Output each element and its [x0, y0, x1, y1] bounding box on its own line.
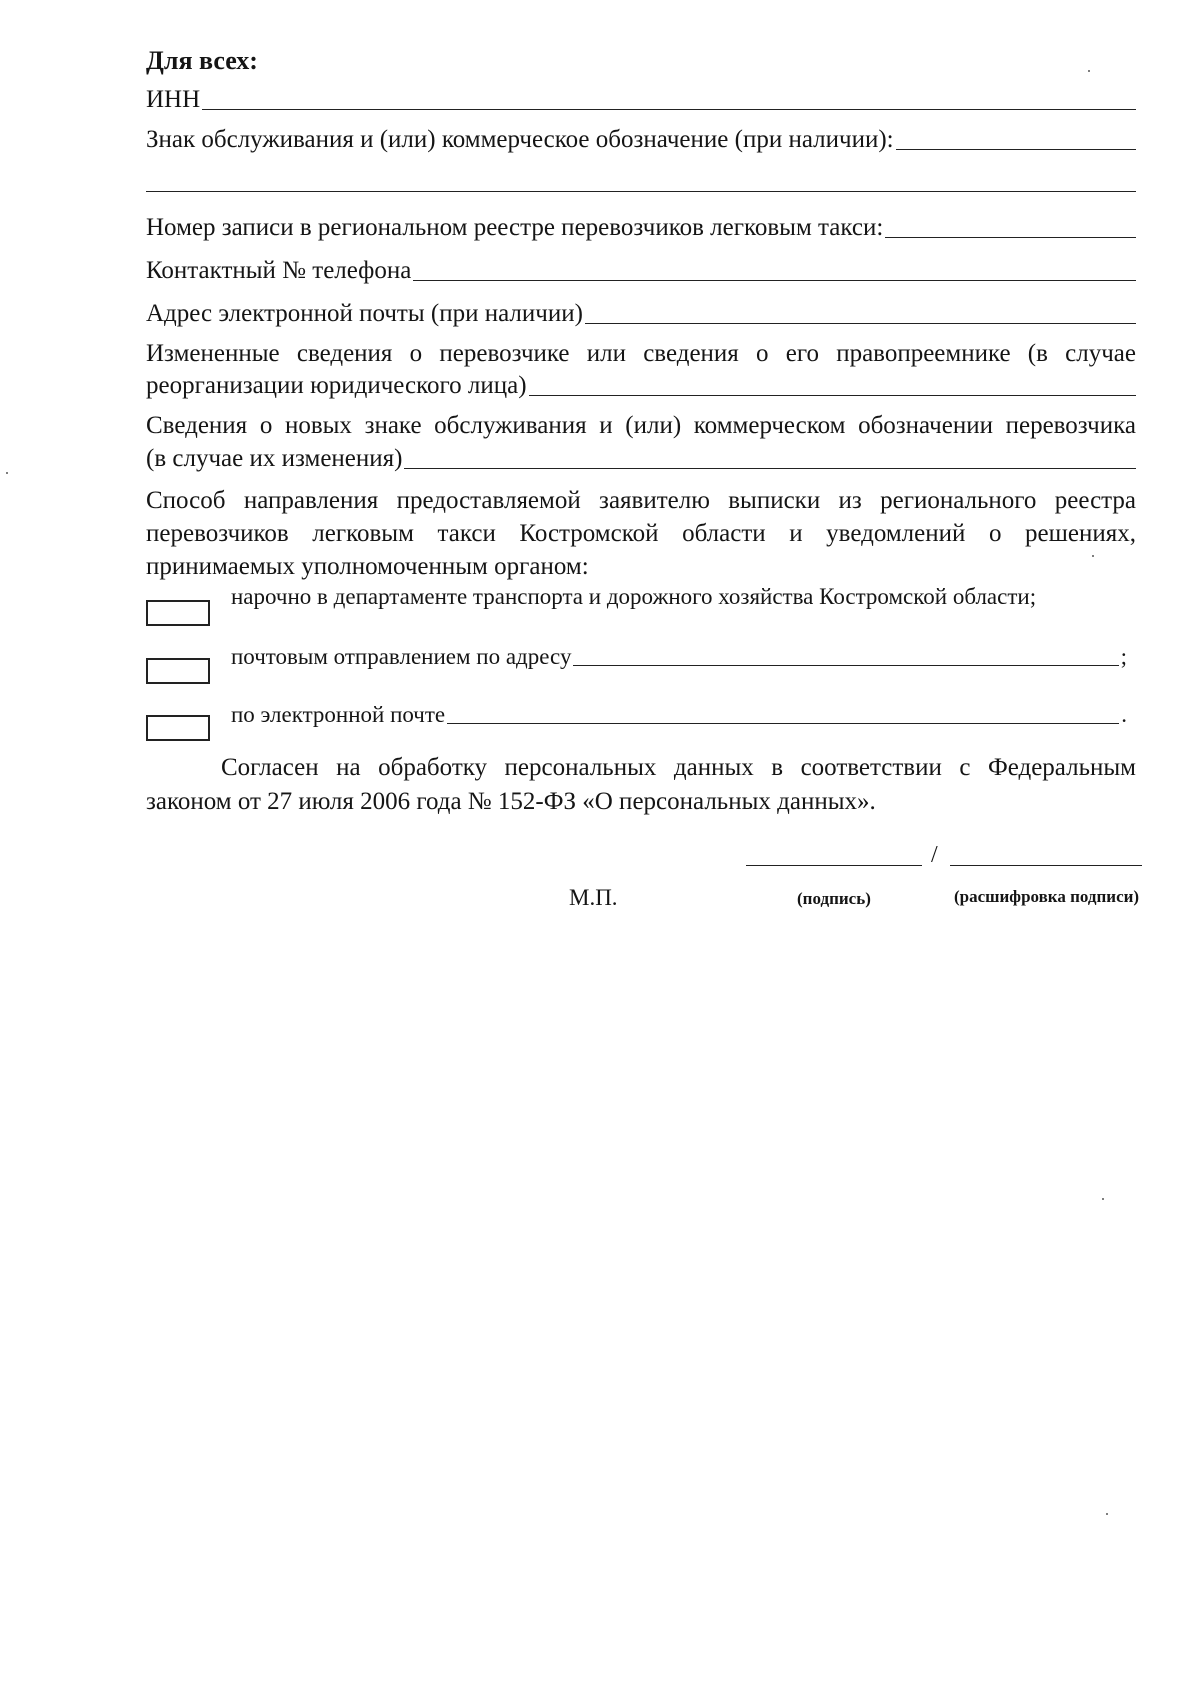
phone-blank[interactable]	[413, 279, 1136, 281]
consent-line2: законом от 27 июля 2006 года № 152-ФЗ «О персональных данных».	[146, 788, 876, 815]
option-email	[231, 700, 1127, 730]
scan-speck	[1088, 70, 1090, 72]
changed-info-field	[146, 370, 1136, 402]
option-in-person	[231, 582, 1127, 612]
signature-caption: (подпись)	[797, 889, 871, 908]
email-blank[interactable]	[585, 322, 1136, 324]
delivery-intro-line1: Способ направления предоставляемой заявителю выписки из регионального реестра	[146, 487, 1136, 514]
option-post-label: почтовым отправлением по адресу	[231, 644, 572, 669]
registry-number-label: Номер записи в региональном реестре перевозчиков легковым такси:	[146, 214, 884, 241]
option-post	[231, 642, 1127, 672]
option-email-tail: .	[1121, 702, 1127, 727]
option-post-checkbox[interactable]	[146, 658, 210, 684]
delivery-intro-line2: перевозчиков легковым такси Костромской области и уведомлений о решениях,	[146, 520, 1136, 547]
option-in-person-checkbox[interactable]	[146, 600, 210, 626]
delivery-intro-line3: принимаемых уполномоченным органом:	[146, 553, 589, 580]
scan-speck	[1102, 1198, 1104, 1200]
service-mark-field	[146, 124, 1136, 156]
phone-label: Контактный № телефона	[146, 257, 412, 284]
scan-speck	[1092, 555, 1094, 557]
section-heading: Для всех:	[146, 46, 258, 75]
option-in-person-label: нарочно в департаменте транспорта и дорожного хозяйства Костромской области;	[231, 584, 1037, 609]
email-field	[146, 298, 1136, 330]
signature-separator: /	[931, 842, 938, 868]
consent-line1: Согласен на обработку персональных данных в соответствии с Федеральным	[221, 754, 1136, 781]
signature-decode-blank[interactable]	[950, 864, 1142, 866]
new-mark-field	[146, 443, 1136, 475]
changed-info-line1: Измененные сведения о перевозчике или сведения о его правопреемнике (в случае	[146, 340, 1136, 367]
inn-blank[interactable]	[202, 108, 1136, 110]
new-mark-line1: Сведения о новых знаке обслуживания и (или) коммерческом обозначении перевозчика	[146, 412, 1136, 439]
changed-info-blank[interactable]	[529, 394, 1136, 396]
new-mark-blank[interactable]	[404, 467, 1136, 469]
phone-field	[146, 255, 1136, 287]
scan-speck	[6, 472, 8, 474]
inn-field	[146, 84, 1136, 116]
service-mark-continuation-blank[interactable]	[146, 190, 1136, 192]
scan-speck	[1106, 1513, 1108, 1515]
stamp-placeholder: М.П.	[569, 885, 618, 910]
option-email-label: по электронной почте	[231, 702, 446, 727]
option-email-checkbox[interactable]	[146, 715, 210, 741]
option-email-address-blank[interactable]	[447, 722, 1119, 724]
inn-label: ИНН	[146, 86, 201, 113]
registry-number-blank[interactable]	[885, 236, 1136, 238]
signature-blank[interactable]	[746, 864, 922, 866]
service-mark-blank[interactable]	[896, 148, 1136, 150]
registry-number-field	[146, 212, 1136, 244]
email-label: Адрес электронной почты (при наличии)	[146, 300, 583, 327]
new-mark-label: (в случае их изменения)	[146, 445, 403, 472]
signature-decode-caption: (расшифровка подписи)	[954, 887, 1140, 906]
option-post-address-blank[interactable]	[573, 664, 1118, 666]
changed-info-label: реорганизации юридического лица)	[146, 372, 527, 399]
service-mark-label: Знак обслуживания и (или) коммерческое обозначение (при наличии):	[146, 126, 894, 153]
option-post-tail: ;	[1120, 644, 1127, 669]
